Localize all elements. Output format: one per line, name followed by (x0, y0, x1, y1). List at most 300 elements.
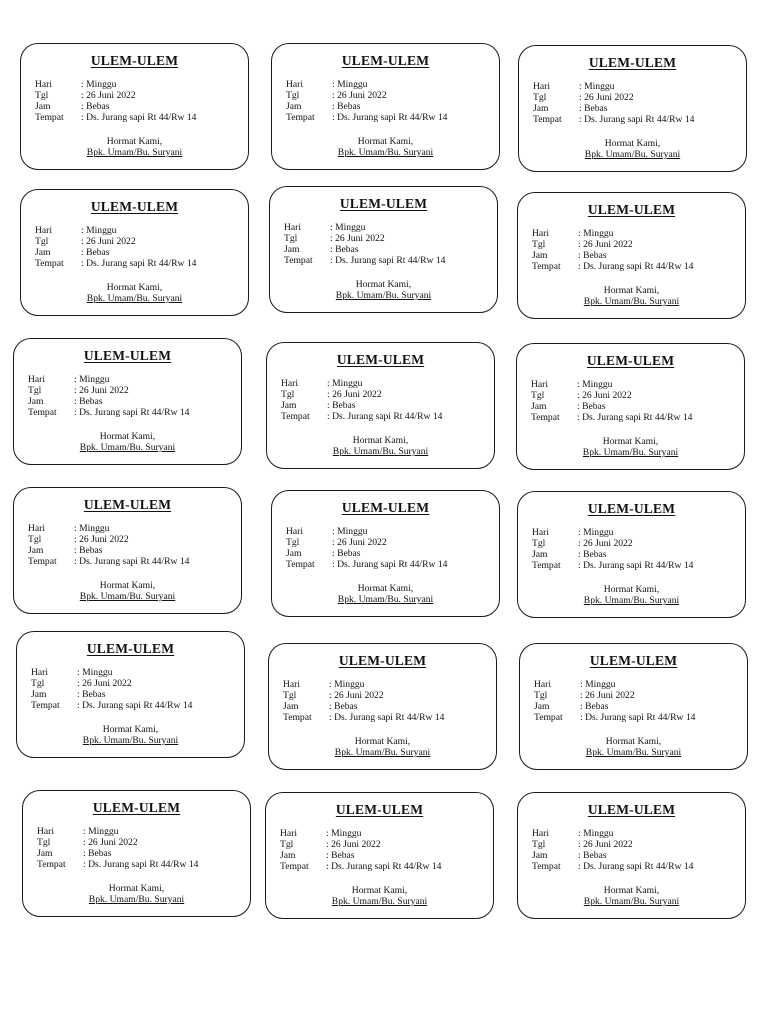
detail-label: Jam (534, 701, 550, 712)
detail-row-tgl (281, 389, 442, 400)
detail-row-jam (35, 247, 196, 258)
detail-label: Jam (531, 401, 547, 412)
detail-value: : 26 Juni 2022 (332, 90, 387, 101)
detail-label: Tgl (532, 538, 546, 549)
detail-value: : 26 Juni 2022 (74, 534, 129, 545)
detail-value: : Bebas (332, 548, 361, 559)
detail-label: Hari (35, 225, 53, 236)
detail-value: : Bebas (578, 549, 607, 560)
closing-greeting: Hormat Kami, (108, 883, 165, 894)
detail-label: Tgl (531, 390, 545, 401)
detail-row-hari (35, 79, 196, 90)
detail-row-tgl (35, 236, 196, 247)
event-details (280, 828, 441, 872)
detail-label: Tempat (35, 112, 64, 123)
detail-row-tempat (37, 859, 198, 870)
invitation-card (516, 343, 745, 470)
detail-value: : Bebas (77, 689, 106, 700)
event-details (37, 826, 198, 870)
detail-row-tempat (31, 700, 192, 711)
detail-row-hari (532, 828, 693, 839)
detail-label: Tempat (286, 559, 315, 570)
detail-row-jam (532, 850, 693, 861)
detail-row-tempat (281, 411, 442, 422)
detail-value: : Minggu (329, 679, 364, 690)
detail-row-jam (531, 401, 692, 412)
event-details (281, 378, 442, 422)
detail-value: : Ds. Jurang sapi Rt 44/Rw 14 (327, 411, 442, 422)
closing-block (17, 724, 244, 746)
detail-label: Jam (28, 396, 44, 407)
detail-row-hari (534, 679, 695, 690)
invitation-card (518, 45, 747, 172)
closing-greeting: Hormat Kami, (352, 435, 409, 446)
detail-label: Jam (532, 850, 548, 861)
card-title: ULEM-ULEM (586, 353, 675, 368)
invitation-card (517, 192, 746, 319)
detail-label: Hari (533, 81, 551, 92)
detail-row-hari (281, 378, 442, 389)
detail-label: Hari (280, 828, 298, 839)
detail-value: : Minggu (332, 526, 367, 537)
sender-name: Bpk. Umam/Bu. Suryani (88, 894, 185, 905)
detail-row-tgl (31, 678, 192, 689)
detail-label: Tempat (532, 861, 561, 872)
detail-value: : Ds. Jurang sapi Rt 44/Rw 14 (81, 112, 196, 123)
closing-block (21, 282, 248, 304)
detail-row-hari (532, 228, 693, 239)
card-title: ULEM-ULEM (341, 500, 430, 515)
closing-block (272, 136, 499, 158)
closing-block (14, 580, 241, 602)
detail-label: Hari (281, 378, 299, 389)
sender-name: Bpk. Umam/Bu. Suryani (82, 735, 179, 746)
detail-label: Tgl (35, 236, 49, 247)
detail-value: : Ds. Jurang sapi Rt 44/Rw 14 (329, 712, 444, 723)
detail-row-tempat (532, 560, 693, 571)
detail-label: Hari (532, 228, 550, 239)
card-title: ULEM-ULEM (336, 352, 425, 367)
detail-label: Jam (286, 548, 302, 559)
detail-label: Tempat (533, 114, 562, 125)
detail-row-jam (286, 548, 447, 559)
detail-row-tgl (283, 690, 444, 701)
detail-value: : Ds. Jurang sapi Rt 44/Rw 14 (81, 258, 196, 269)
closing-greeting: Hormat Kami, (605, 736, 662, 747)
sender-name: Bpk. Umam/Bu. Suryani (331, 896, 428, 907)
detail-label: Tgl (533, 92, 547, 103)
detail-value: : Bebas (74, 396, 103, 407)
closing-greeting: Hormat Kami, (603, 885, 660, 896)
detail-label: Hari (283, 679, 301, 690)
sender-name: Bpk. Umam/Bu. Suryani (582, 447, 679, 458)
detail-row-jam (284, 244, 445, 255)
detail-value: : 26 Juni 2022 (83, 837, 138, 848)
detail-value: : 26 Juni 2022 (577, 390, 632, 401)
detail-label: Jam (35, 101, 51, 112)
detail-label: Jam (284, 244, 300, 255)
event-details (532, 228, 693, 272)
detail-value: : Bebas (332, 101, 361, 112)
detail-value: : Bebas (578, 250, 607, 261)
detail-row-tgl (284, 233, 445, 244)
detail-value: : Ds. Jurang sapi Rt 44/Rw 14 (74, 407, 189, 418)
detail-row-tgl (532, 538, 693, 549)
detail-label: Hari (284, 222, 302, 233)
sender-name: Bpk. Umam/Bu. Suryani (583, 896, 680, 907)
detail-value: : 26 Juni 2022 (77, 678, 132, 689)
detail-value: : Bebas (329, 701, 358, 712)
event-details (283, 679, 444, 723)
invitation-card (517, 792, 746, 919)
detail-row-tempat (35, 112, 196, 123)
detail-label: Jam (283, 701, 299, 712)
detail-row-jam (533, 103, 694, 114)
detail-value: : Ds. Jurang sapi Rt 44/Rw 14 (330, 255, 445, 266)
event-details (28, 523, 189, 567)
closing-greeting: Hormat Kami, (357, 136, 414, 147)
sender-name: Bpk. Umam/Bu. Suryani (79, 591, 176, 602)
sender-name: Bpk. Umam/Bu. Suryani (585, 747, 682, 758)
detail-value: : Ds. Jurang sapi Rt 44/Rw 14 (578, 861, 693, 872)
detail-label: Jam (35, 247, 51, 258)
detail-value: : Ds. Jurang sapi Rt 44/Rw 14 (77, 700, 192, 711)
detail-label: Jam (280, 850, 296, 861)
detail-row-tgl (28, 534, 189, 545)
detail-row-jam (283, 701, 444, 712)
invitation-card (22, 790, 251, 917)
detail-row-hari (532, 527, 693, 538)
card-title: ULEM-ULEM (90, 199, 179, 214)
detail-row-tgl (280, 839, 441, 850)
closing-block (21, 136, 248, 158)
detail-label: Jam (37, 848, 53, 859)
detail-row-tempat (286, 112, 447, 123)
detail-label: Jam (286, 101, 302, 112)
detail-row-jam (280, 850, 441, 861)
detail-value: : 26 Juni 2022 (580, 690, 635, 701)
closing-greeting: Hormat Kami, (602, 436, 659, 447)
detail-label: Tempat (28, 407, 57, 418)
detail-row-hari (284, 222, 445, 233)
detail-label: Tempat (31, 700, 60, 711)
detail-label: Hari (531, 379, 549, 390)
detail-row-jam (532, 250, 693, 261)
card-title: ULEM-ULEM (589, 653, 678, 668)
invitation-card (20, 43, 249, 170)
closing-block (269, 736, 496, 758)
invitation-card (271, 490, 500, 617)
detail-value: : Bebas (327, 400, 356, 411)
closing-greeting: Hormat Kami, (106, 136, 163, 147)
detail-row-tempat (532, 861, 693, 872)
detail-value: : Minggu (81, 225, 116, 236)
detail-row-hari (286, 79, 447, 90)
detail-row-tempat (280, 861, 441, 872)
sender-name: Bpk. Umam/Bu. Suryani (86, 293, 183, 304)
detail-value: : 26 Juni 2022 (81, 236, 136, 247)
detail-label: Hari (28, 523, 46, 534)
card-title: ULEM-ULEM (341, 53, 430, 68)
detail-row-tempat (28, 407, 189, 418)
event-details (286, 526, 447, 570)
detail-label: Hari (532, 828, 550, 839)
closing-block (272, 583, 499, 605)
detail-value: : Minggu (579, 81, 614, 92)
detail-row-tgl (35, 90, 196, 101)
closing-greeting: Hormat Kami, (102, 724, 159, 735)
detail-label: Tgl (286, 537, 300, 548)
detail-label: Hari (286, 79, 304, 90)
detail-row-tgl (533, 92, 694, 103)
closing-block (520, 736, 747, 758)
detail-row-jam (281, 400, 442, 411)
event-details (533, 81, 694, 125)
detail-value: : 26 Juni 2022 (578, 538, 633, 549)
closing-block (267, 435, 494, 457)
sender-name: Bpk. Umam/Bu. Suryani (335, 290, 432, 301)
detail-label: Tempat (532, 560, 561, 571)
detail-row-hari (28, 374, 189, 385)
sender-name: Bpk. Umam/Bu. Suryani (583, 296, 680, 307)
card-title: ULEM-ULEM (83, 497, 172, 512)
detail-label: Hari (31, 667, 49, 678)
detail-label: Jam (532, 250, 548, 261)
detail-value: : Ds. Jurang sapi Rt 44/Rw 14 (332, 112, 447, 123)
detail-label: Tempat (534, 712, 563, 723)
detail-value: : Bebas (81, 247, 110, 258)
detail-row-hari (37, 826, 198, 837)
detail-label: Hari (286, 526, 304, 537)
detail-label: Tempat (284, 255, 313, 266)
event-details (286, 79, 447, 123)
closing-block (519, 138, 746, 160)
detail-row-hari (280, 828, 441, 839)
detail-label: Tgl (283, 690, 297, 701)
detail-value: : Minggu (74, 374, 109, 385)
closing-greeting: Hormat Kami, (604, 138, 661, 149)
detail-value: : Minggu (578, 228, 613, 239)
card-title: ULEM-ULEM (83, 348, 172, 363)
detail-row-jam (35, 101, 196, 112)
card-title: ULEM-ULEM (588, 55, 677, 70)
detail-label: Tempat (283, 712, 312, 723)
detail-row-tgl (286, 90, 447, 101)
sender-name: Bpk. Umam/Bu. Suryani (79, 442, 176, 453)
detail-value: : Ds. Jurang sapi Rt 44/Rw 14 (74, 556, 189, 567)
detail-label: Hari (35, 79, 53, 90)
closing-block (518, 885, 745, 907)
detail-label: Tempat (35, 258, 64, 269)
detail-label: Tgl (31, 678, 45, 689)
detail-row-tempat (35, 258, 196, 269)
detail-row-tgl (37, 837, 198, 848)
detail-label: Hari (37, 826, 55, 837)
card-title: ULEM-ULEM (587, 802, 676, 817)
detail-value: : Minggu (83, 826, 118, 837)
closing-block (14, 431, 241, 453)
detail-row-hari (31, 667, 192, 678)
detail-label: Tgl (534, 690, 548, 701)
detail-value: : Bebas (580, 701, 609, 712)
detail-row-tgl (28, 385, 189, 396)
detail-value: : 26 Juni 2022 (327, 389, 382, 400)
detail-row-tgl (532, 839, 693, 850)
closing-greeting: Hormat Kami, (106, 282, 163, 293)
detail-row-tempat (286, 559, 447, 570)
closing-block (518, 285, 745, 307)
detail-row-jam (28, 396, 189, 407)
card-title: ULEM-ULEM (335, 802, 424, 817)
closing-greeting: Hormat Kami, (354, 736, 411, 747)
detail-value: : Ds. Jurang sapi Rt 44/Rw 14 (580, 712, 695, 723)
detail-value: : 26 Juni 2022 (81, 90, 136, 101)
detail-label: Jam (533, 103, 549, 114)
closing-block (23, 883, 250, 905)
event-details (534, 679, 695, 723)
detail-row-tgl (534, 690, 695, 701)
sender-name: Bpk. Umam/Bu. Suryani (584, 149, 681, 160)
detail-value: : 26 Juni 2022 (330, 233, 385, 244)
card-title: ULEM-ULEM (587, 501, 676, 516)
detail-row-hari (531, 379, 692, 390)
detail-label: Jam (28, 545, 44, 556)
card-title: ULEM-ULEM (338, 653, 427, 668)
sender-name: Bpk. Umam/Bu. Suryani (332, 446, 429, 457)
invitation-card (13, 487, 242, 614)
detail-label: Tempat (531, 412, 560, 423)
event-details (35, 79, 196, 123)
detail-label: Jam (532, 549, 548, 560)
detail-value: : 26 Juni 2022 (332, 537, 387, 548)
card-title: ULEM-ULEM (90, 53, 179, 68)
closing-block (518, 584, 745, 606)
detail-row-jam (37, 848, 198, 859)
event-details (532, 527, 693, 571)
sender-name: Bpk. Umam/Bu. Suryani (86, 147, 183, 158)
closing-block (517, 436, 744, 458)
detail-label: Tempat (37, 859, 66, 870)
detail-row-jam (286, 101, 447, 112)
closing-block (266, 885, 493, 907)
event-details (532, 828, 693, 872)
detail-row-jam (28, 545, 189, 556)
closing-greeting: Hormat Kami, (99, 431, 156, 442)
detail-value: : Bebas (579, 103, 608, 114)
detail-value: : Ds. Jurang sapi Rt 44/Rw 14 (579, 114, 694, 125)
invitation-card (13, 338, 242, 465)
detail-value: : Minggu (81, 79, 116, 90)
detail-row-hari (28, 523, 189, 534)
detail-label: Tempat (286, 112, 315, 123)
detail-label: Tgl (532, 239, 546, 250)
detail-value: : Minggu (330, 222, 365, 233)
sender-name: Bpk. Umam/Bu. Suryani (337, 147, 434, 158)
detail-row-jam (31, 689, 192, 700)
detail-label: Tempat (280, 861, 309, 872)
detail-label: Tgl (28, 385, 42, 396)
event-details (284, 222, 445, 266)
detail-label: Tgl (284, 233, 298, 244)
event-details (31, 667, 192, 711)
detail-label: Tempat (28, 556, 57, 567)
detail-value: : Ds. Jurang sapi Rt 44/Rw 14 (577, 412, 692, 423)
detail-value: : Bebas (578, 850, 607, 861)
detail-row-tempat (284, 255, 445, 266)
detail-value: : Ds. Jurang sapi Rt 44/Rw 14 (332, 559, 447, 570)
detail-value: : Minggu (77, 667, 112, 678)
invitation-card (268, 643, 497, 770)
card-title: ULEM-ULEM (339, 196, 428, 211)
detail-value: : Minggu (578, 828, 613, 839)
detail-value: : Bebas (330, 244, 359, 255)
detail-row-hari (286, 526, 447, 537)
detail-value: : Ds. Jurang sapi Rt 44/Rw 14 (83, 859, 198, 870)
closing-greeting: Hormat Kami, (99, 580, 156, 591)
invitation-card (271, 43, 500, 170)
detail-value: : Bebas (326, 850, 355, 861)
detail-row-tempat (283, 712, 444, 723)
detail-value: : Minggu (578, 527, 613, 538)
detail-value: : Minggu (577, 379, 612, 390)
closing-block (270, 279, 497, 301)
sender-name: Bpk. Umam/Bu. Suryani (337, 594, 434, 605)
detail-label: Tempat (281, 411, 310, 422)
event-details (35, 225, 196, 269)
closing-greeting: Hormat Kami, (351, 885, 408, 896)
invitation-card (20, 189, 249, 316)
closing-greeting: Hormat Kami, (357, 583, 414, 594)
detail-value: : Minggu (332, 79, 367, 90)
detail-value: : Bebas (83, 848, 112, 859)
detail-label: Tgl (281, 389, 295, 400)
card-title: ULEM-ULEM (92, 800, 181, 815)
detail-value: : 26 Juni 2022 (329, 690, 384, 701)
card-title: ULEM-ULEM (587, 202, 676, 217)
detail-row-tempat (532, 261, 693, 272)
detail-label: Hari (534, 679, 552, 690)
detail-row-tgl (532, 239, 693, 250)
detail-value: : Ds. Jurang sapi Rt 44/Rw 14 (578, 560, 693, 571)
detail-row-tempat (28, 556, 189, 567)
detail-value: : 26 Juni 2022 (74, 385, 129, 396)
closing-greeting: Hormat Kami, (603, 285, 660, 296)
detail-value: : Minggu (326, 828, 361, 839)
detail-value: : 26 Juni 2022 (579, 92, 634, 103)
sender-name: Bpk. Umam/Bu. Suryani (334, 747, 431, 758)
detail-label: Tgl (286, 90, 300, 101)
detail-value: : Bebas (577, 401, 606, 412)
detail-row-tgl (286, 537, 447, 548)
detail-row-hari (35, 225, 196, 236)
detail-value: : Ds. Jurang sapi Rt 44/Rw 14 (326, 861, 441, 872)
invitation-card (519, 643, 748, 770)
event-details (531, 379, 692, 423)
event-details (28, 374, 189, 418)
card-title: ULEM-ULEM (86, 641, 175, 656)
detail-label: Tgl (28, 534, 42, 545)
detail-row-hari (283, 679, 444, 690)
detail-label: Jam (31, 689, 47, 700)
invitation-card (269, 186, 498, 313)
detail-row-hari (533, 81, 694, 92)
detail-value: : Minggu (580, 679, 615, 690)
detail-value: : Ds. Jurang sapi Rt 44/Rw 14 (578, 261, 693, 272)
detail-value: : 26 Juni 2022 (326, 839, 381, 850)
detail-label: Tempat (532, 261, 561, 272)
sender-name: Bpk. Umam/Bu. Suryani (583, 595, 680, 606)
detail-label: Tgl (35, 90, 49, 101)
